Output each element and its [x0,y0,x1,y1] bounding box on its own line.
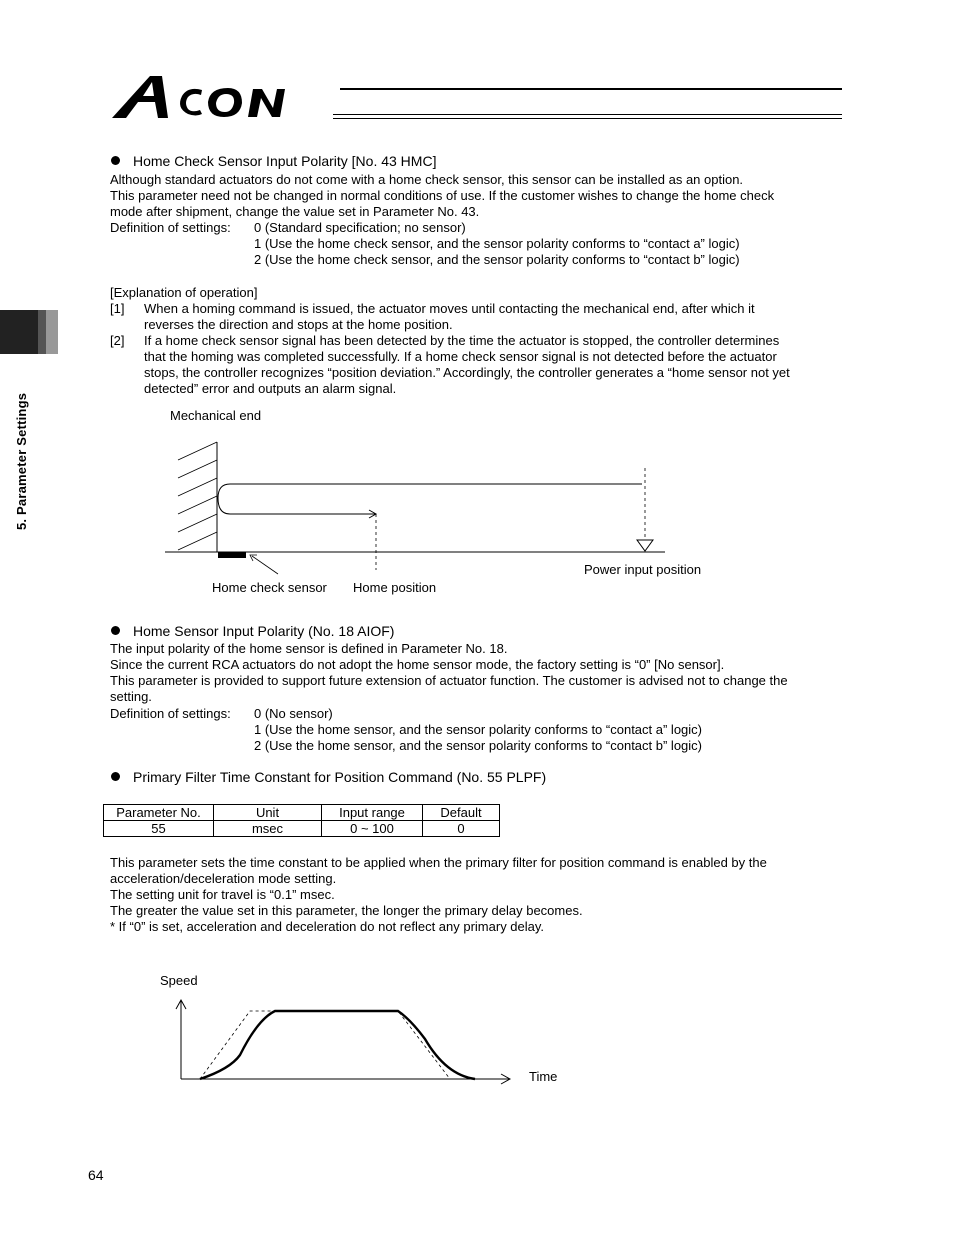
acon-logo-graphic [110,72,340,122]
table-header-cell: Default [423,805,500,821]
side-tab-block-2 [38,310,46,354]
list-number: [1] [110,301,125,316]
definition-value: 2 (Use the home sensor, and the sensor polarity conforms to “contact b” logic) [254,738,702,753]
speed-axis-label: Speed [160,973,198,988]
mechanical-end-label: Mechanical end [170,408,262,423]
table-row [104,821,500,837]
definition-value: 0 (No sensor) [254,706,333,721]
time-axis-label: Time [529,1069,558,1084]
paragraph: Although standard actuators do not come with a home check sensor, this sensor can be installed as an option. [110,172,744,187]
list-item-text: If a home check sensor signal has been detected by the time the actuator is stopped, the controller determines [144,333,780,348]
paragraph: The setting unit for travel is “0.1” msec. [110,887,335,902]
table-header-cell: Input range [322,805,423,821]
paragraph: setting. [110,689,152,704]
explanation-title: [Explanation of operation] [110,285,258,300]
side-tab-label: 5. Parameter Settings [14,392,29,530]
paragraph: The input polarity of the home sensor is defined in Parameter No. 18. [110,641,508,656]
bullet-icon [111,772,120,781]
definition-label: Definition of settings: [110,706,231,721]
side-tab-block-3 [46,310,58,354]
table-header-cell: Parameter No. [104,805,214,821]
paragraph: acceleration/deceleration mode setting. [110,871,337,886]
speed-time-diagram [170,995,520,1090]
sensor-leader-arrow [250,555,257,561]
paragraph: Since the current RCA actuators do not adopt the home sensor mode, the factory setting is “0” [No sensor]. [110,657,725,672]
definition-value: 0 (Standard specification; no sensor) [254,220,466,235]
parameter-table [103,804,500,837]
table-header-row [104,805,500,821]
homing-diagram [160,430,680,580]
bullet-icon [111,626,120,635]
unfiltered-profile [200,1011,450,1079]
section-title: Home Check Sensor Input Polarity [No. 43 HMC] [133,153,437,169]
paragraph: This parameter need not be changed in normal conditions of use. If the customer wishes to change the home check [110,188,775,203]
side-tab-block [0,310,38,354]
home-check-sensor-block [218,552,246,558]
sensor-leader [252,556,278,574]
definition-value: 1 (Use the home check sensor, and the sensor polarity conforms to “contact a” logic) [254,236,740,251]
list-item-text: stops, the controller recognizes “position deviation.” Accordingly, the controller generates a “home sensor not yet [144,365,790,380]
section-title: Primary Filter Time Constant for Position Command (No. 55 PLPF) [133,769,547,785]
list-item-text: When a homing command is issued, the actuator moves until contacting the mechanical end, after which it [144,301,755,316]
paragraph: mode after shipment, change the value set in Parameter No. 43. [110,204,480,219]
table-cell: 0 [423,821,500,837]
table-cell: 55 [104,821,214,837]
table-cell: msec [214,821,322,837]
home-position-label: Home position [353,580,437,595]
section-title: Home Sensor Input Polarity (No. 18 AIOF) [133,623,395,639]
list-item-text: that the homing was completed successfully. If a home check sensor signal is not detected before the actuator [144,349,777,364]
header-rule-thin-2 [333,118,842,119]
table-cell: 0 ~ 100 [322,821,423,837]
wall-hatch [178,442,217,550]
header-rule-thick [340,88,842,90]
definition-label: Definition of settings: [110,220,231,235]
power-input-triangle [637,540,653,551]
bullet-icon [111,156,120,165]
list-item-text: reverses the direction and stops at the home position. [144,317,453,332]
homing-path [218,484,642,514]
paragraph: This parameter sets the time constant to be applied when the primary filter for position command is enabled by the [110,855,767,870]
note: * If “0” is set, acceleration and deceleration do not reflect any primary delay. [110,919,545,934]
definition-value: 1 (Use the home sensor, and the sensor polarity conforms to “contact a” logic) [254,722,702,737]
home-check-sensor-label: Home check sensor [212,580,327,595]
list-item-text: detected” error and outputs an alarm signal. [144,381,397,396]
page-number: 64 [88,1167,104,1183]
table-header-cell: Unit [214,805,322,821]
paragraph: This parameter is provided to support future extension of actuator function. The customer is advised not to change the [110,673,788,688]
power-input-position-label: Power input position [584,562,702,577]
filtered-profile [200,1011,475,1079]
logo [110,72,340,122]
definition-value: 2 (Use the home check sensor, and the sensor polarity conforms to “contact b” logic) [254,252,740,267]
list-number: [2] [110,333,125,348]
header-rule-thin-1 [333,114,842,115]
paragraph: The greater the value set in this parameter, the longer the primary delay becomes. [110,903,583,918]
